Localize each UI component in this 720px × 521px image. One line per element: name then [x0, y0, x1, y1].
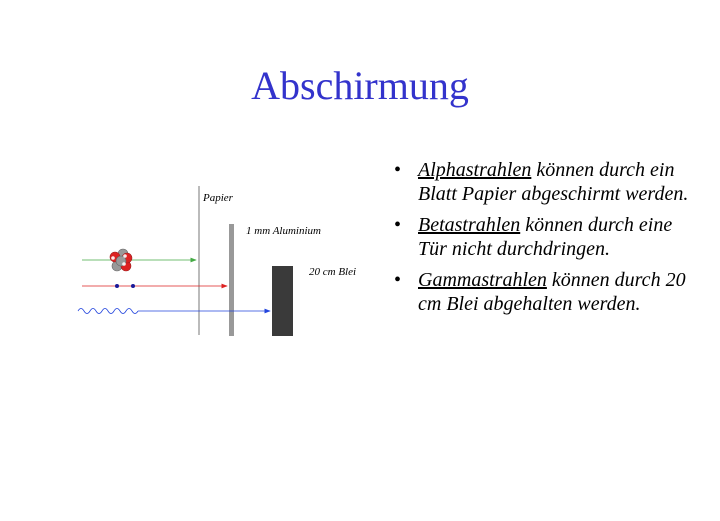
shielding-diagram — [70, 180, 380, 350]
bullet-text: können durch ein Blatt Papier abgeschirmt werden. — [418, 159, 689, 205]
bullet-term: Gammastrahlen — [418, 269, 547, 291]
aluminium-label: 1 mm Aluminium — [246, 225, 321, 237]
electron-icon — [131, 284, 135, 288]
bullet-term: Alphastrahlen — [418, 159, 532, 181]
electron-icon — [115, 284, 119, 288]
bullet-list — [392, 158, 692, 323]
slide-title: Abschirmung — [251, 63, 469, 108]
lead-label: 20 cm Blei — [309, 266, 357, 278]
gamma-wave — [78, 309, 138, 314]
bullet-item-gamma — [392, 268, 692, 316]
bullet-item-beta — [392, 213, 692, 261]
aluminium-plate — [229, 224, 234, 336]
bullet-text: können durch eine Tür nicht durchdringen. — [418, 214, 673, 260]
bullet-term: Betastrahlen — [418, 214, 521, 236]
bullet-icon: • — [394, 214, 402, 236]
lead-block — [272, 266, 293, 336]
alpha-particle-icon — [110, 249, 132, 271]
bullet-icon: • — [394, 269, 402, 291]
paper-label: Papier — [203, 192, 233, 204]
bullet-icon: • — [394, 159, 402, 181]
bullet-item-alpha — [392, 158, 692, 206]
bullet-text: können durch 20 cm Blei abgehalten werden. — [418, 269, 686, 315]
